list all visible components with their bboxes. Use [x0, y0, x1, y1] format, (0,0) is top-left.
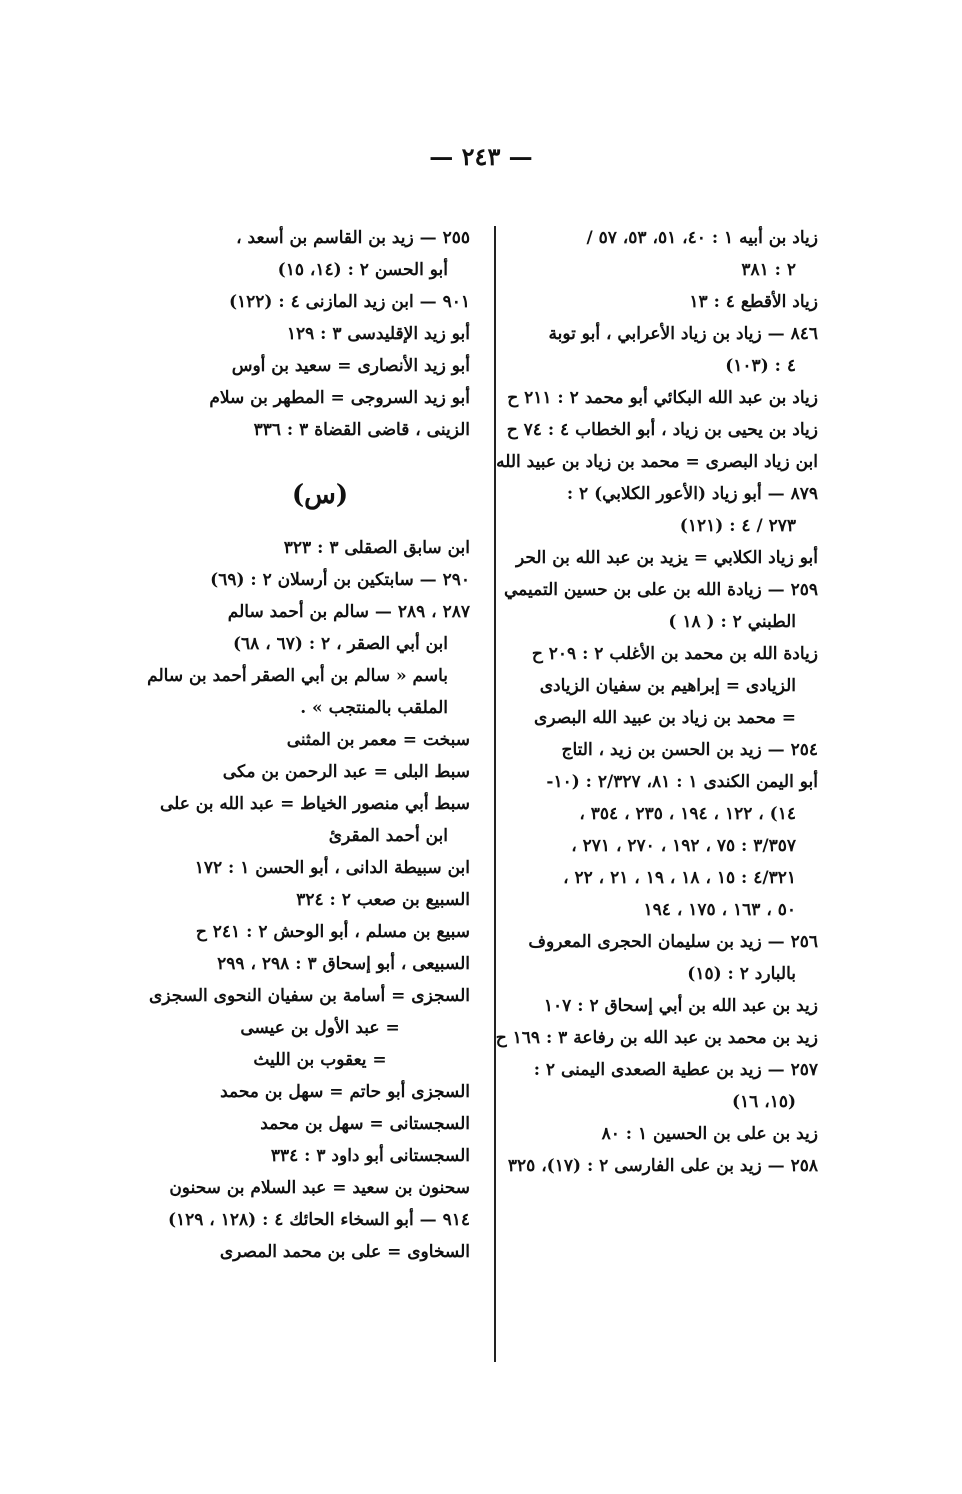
index-entry: أبو الحسن ٢ : (١٤، ١٥) — [277, 260, 448, 280]
index-entry: ٥٠ ، ١٦٣ ، ١٧٥ ، ١٩٤ — [643, 900, 796, 920]
index-entry: باسم « سالم بن أبي الصقر أحمد بن سالم — [147, 666, 448, 686]
index-entry: سبط البلى = عبد الرحمن بن مكى — [222, 762, 470, 782]
index-entry: الطبني ٢ : ( ١٨ ) — [668, 612, 796, 632]
index-entry: سبيع بن مسلم ، أبو الوحش ٢ : ٢٤١ ح — [195, 922, 470, 942]
index-entry: أبو زيد الإقليدسى ٣ : ١٢٩ — [286, 324, 470, 344]
index-entry: زياد بن عبد الله البكائي أبو محمد ٢ : ٢١١ ح — [507, 388, 818, 408]
index-entry: أبو زيد الأنصارى = سعيد بن أوس — [231, 356, 470, 376]
index-entry: ابن أبي الصقر ، ٢ : (٦٧ ، ٦٨) — [232, 634, 448, 654]
index-entry: ٢٥٨ — زيد بن على الفارسى ٢ : (١٧)، ٣٢٥ — [507, 1156, 818, 1176]
index-entry: الزيادى = إبراهيم بن سفيان الزيادى — [539, 676, 796, 696]
index-entry: الملقب بالمنتجب » . — [300, 698, 448, 718]
index-entry: ابن أحمد المقرئ — [328, 826, 448, 846]
index-entry: السجزى = أسامة بن سفيان النحوى السجزى — [149, 986, 470, 1006]
index-entry: زيد بن محمد بن عبد الله بن رفاعة ٣ : ١٦٩ ح — [495, 1028, 818, 1048]
index-entry: ٢٥٤ — زيد بن الحسن بن زيد ، التاج — [561, 740, 818, 760]
page-number: — ٢٤٣ — — [429, 142, 533, 171]
index-entry: ابن سبيطة الدانى ، أبو الحسن ١ : ١٧٢ — [194, 858, 470, 878]
index-entry: أبو اليمن الكندى ١ : ٨١، ٢/٣٢٧ : (١٠- — [546, 772, 818, 792]
index-entry: ١٤) ، ١٢٢ ، ١٩٤ ، ٢٣٥ ، ٣٥٤ ، — [579, 804, 796, 824]
index-entry: ابن زياد البصرى = محمد بن زياد بن عبيد الله — [496, 452, 818, 472]
index-entry: ٢٥٥ — زيد بن القاسم بن أسعد ، — [236, 228, 470, 248]
index-entry: ٤ : (١٠٣) — [725, 356, 796, 376]
column-divider — [494, 226, 496, 1362]
index-entry: زياد الأقطع ٤ : ١٣ — [689, 292, 818, 312]
index-entry: ٢٥٧ — زيد بن عطية الصعدى اليمنى ٢ : — [533, 1060, 818, 1080]
right-column — [495, 222, 818, 1182]
index-entry: ٨٧٩ — أبو زياد (الأعور الكلابي) ٢ : — [566, 484, 818, 504]
index-entry: زيادة الله بن محمد بن الأغلب ٢ : ٢٠٩ ح — [531, 644, 818, 664]
index-entry: السبيعى ، أبو إسحاق ٣ : ٢٩٨ ، ٢٩٩ — [217, 954, 470, 974]
index-entry: ابن سابق الصقلى ٣ : ٣٢٣ — [283, 538, 470, 558]
index-entry: زيد بن على بن الحسين ١ : ٨٠ — [601, 1124, 818, 1144]
index-entry: (١٥، ١٦) — [731, 1092, 796, 1112]
index-entry: السجستانى = سهل بن محمد — [260, 1114, 470, 1134]
index-entry: الزينى ، قاضى القضاة ٣ : ٣٣٦ — [253, 420, 470, 440]
index-entry: بالبارد ٢ : (١٥) — [687, 964, 796, 984]
index-entry: ٣/٣٥٧ : ٧٥ ، ١٩٢ ، ٢٧٠ ، ٢٧١ ، — [571, 836, 796, 856]
section-heading: (س) — [291, 480, 349, 510]
index-entry: زياد بن يحيى بن زياد ، أبو الخطاب ٤ : ٧٤ ح — [506, 420, 818, 440]
index-entry: السجستانى أبو داود ٣ : ٣٣٤ — [270, 1146, 470, 1166]
index-entry: ٩١٤ — أبو السخاء الحائك ٤ : (١٢٨ ، ١٢٩) — [167, 1210, 470, 1230]
index-entry: ٢٧٣ / ٤ : (١٢١) — [679, 516, 796, 536]
index-entry: السخاوى = على بن محمد المصرى — [219, 1242, 470, 1262]
left-column — [147, 222, 470, 1268]
index-entry: أبو زيد السروجى = المطهر بن سلام — [209, 388, 470, 408]
index-entry: = يعقوب بن الليث — [253, 1050, 387, 1070]
index-entry: ٨٤٦ — زياد بن زياد الأعرابي ، أبو توبة — [548, 324, 818, 344]
index-entry: = محمد بن زياد بن عبيد الله البصرى — [534, 708, 796, 728]
index-entry: ٢٨٧ ، ٢٨٩ — سالم بن أحمد سالم — [227, 602, 470, 622]
index-entry: السجزى أبو حاتم = سهل بن محمد — [220, 1082, 470, 1102]
index-entry: ٤/٣٢١ : ١٥ ، ١٨ ، ١٩ ، ٢١ ، ٢٢ ، — [563, 868, 796, 888]
index-entry: ٢٩٠ — سابتكين بن أرسلان ٢ : (٦٩) — [210, 570, 470, 590]
index-entry: أبو زياد الكلابي = يزيد بن عبد الله بن الحر — [516, 548, 818, 568]
index-entry: سبط أبي منصور الخياط = عبد الله بن على — [159, 794, 470, 814]
index-entry: ٩٠١ — ابن زيد المازنى ٤ : (١٢٢) — [228, 292, 470, 312]
index-entry: سبخت = معمر بن المثنى — [286, 730, 470, 750]
index-entry: ٢٥٩ — زيادة الله بن على بن حسين التميمي — [503, 580, 818, 600]
index-entry: = عبد الأول بن عيسى — [240, 1018, 400, 1038]
index-entry: ٢٥٦ — زيد بن سليمان الحجرى المعروف — [528, 932, 818, 952]
index-entry: سحنون بن سعيد = عبد السلام بن سحنون — [169, 1178, 470, 1198]
index-entry: زياد بن أبيه ١ : ٤٠، ٥١، ٥٣، ٥٧ / — [586, 228, 818, 248]
index-entry: ٢ : ٣٨١ — [741, 260, 796, 280]
index-entry: السبيع بن صعب ٢ : ٣٢٤ — [296, 890, 470, 910]
index-entry: زيد بن عبد الله بن أبي إسحاق ٢ : ١٠٧ — [543, 996, 818, 1016]
